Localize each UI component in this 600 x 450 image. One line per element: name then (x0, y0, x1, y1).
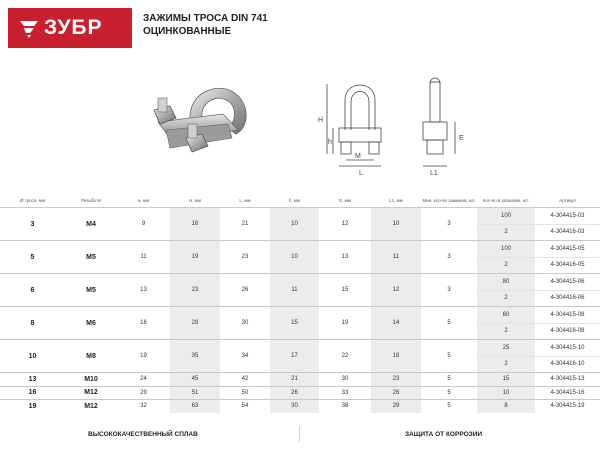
cell-H: 23 (170, 274, 220, 307)
spec-table (0, 194, 600, 413)
cell-pack-qty: 25 (477, 340, 535, 357)
cell-min-clamps: 5 (447, 403, 451, 410)
cell-H: 28 (170, 307, 220, 340)
product-title-line2: ОЦИНКОВАННЫЕ (143, 26, 232, 37)
table-row (0, 386, 600, 400)
col-header: Резьба М (81, 198, 101, 203)
dim-label-E: E (459, 135, 464, 142)
cell-diameter: 19 (28, 402, 37, 410)
cell-a: 9 (141, 221, 146, 227)
cell-diameter: 8 (30, 319, 35, 327)
cell-L: 21 (241, 221, 249, 227)
cell-L1: 10 (371, 208, 421, 241)
cell-pack-qty: 100 (477, 241, 535, 258)
cell-pack-qty: 80 (477, 274, 535, 291)
table-row (0, 241, 600, 258)
cell-h: 30 (270, 400, 319, 413)
cell-L1: 14 (371, 307, 421, 340)
cell-article: 4-304416-10 (550, 361, 585, 368)
cell-thread: M8 (86, 352, 96, 360)
cell-thread: M6 (86, 319, 96, 327)
cell-h: 17 (270, 340, 319, 373)
cell-H: 63 (170, 400, 220, 413)
col-header: a, мм (137, 198, 150, 203)
dim-label-H: H (318, 117, 324, 124)
footer-feature-corrosion: ЗАЩИТА ОТ КОРРОЗИИ (405, 431, 483, 438)
cell-h: 21 (270, 373, 319, 387)
cell-L1: 18 (371, 340, 421, 373)
col-header: L1, мм (389, 198, 403, 203)
cell-pack-qty: 2 (477, 323, 535, 340)
col-header: Артикул (559, 198, 576, 203)
cell-pack-qty: 15 (477, 373, 535, 387)
cell-a: 19 (140, 353, 147, 359)
cell-pack-qty: 2 (477, 257, 535, 274)
brand-name: ЗУБР (44, 16, 103, 39)
cell-pack-qty: 100 (477, 208, 535, 225)
table-row (0, 274, 600, 291)
cell-L1: 12 (371, 274, 421, 307)
cell-pack-qty: 2 (477, 290, 535, 307)
cell-h: 15 (270, 307, 319, 340)
cell-thread: M5 (86, 253, 96, 261)
cell-min-clamps: 5 (447, 376, 451, 383)
cell-L: 42 (241, 376, 249, 383)
col-header: L, мм (239, 198, 251, 203)
table-row (0, 340, 600, 357)
cell-L1: 29 (371, 400, 421, 413)
cell-diameter: 5 (30, 253, 35, 261)
cell-E: 22 (341, 353, 349, 359)
dim-label-L1: L1 (430, 170, 438, 177)
cell-article: 4-304415-16 (550, 389, 585, 396)
cell-pack-qty: 2 (477, 356, 535, 373)
cell-a: 29 (140, 389, 147, 396)
cell-a: 13 (140, 287, 147, 293)
cell-pack-qty: 8 (477, 400, 535, 413)
brand-mark-icon (18, 17, 40, 39)
cell-article: 4-304415-10 (550, 344, 585, 351)
cell-diameter: 16 (28, 389, 37, 397)
cell-pack-qty: 2 (477, 224, 535, 241)
dim-label-L: L (359, 170, 363, 177)
cell-L: 50 (241, 389, 249, 396)
table-row (0, 307, 600, 324)
cell-thread: M12 (84, 389, 98, 397)
cell-min-clamps: 5 (447, 320, 451, 326)
cell-min-clamps: 3 (447, 287, 451, 293)
cell-L1: 23 (371, 373, 421, 387)
col-header: h, мм (288, 198, 301, 203)
cell-h: 26 (270, 386, 319, 400)
cell-pack-qty: 10 (477, 386, 535, 400)
cell-article: 4-304415-08 (550, 311, 585, 318)
product-title (143, 12, 268, 38)
product-title-line1: ЗАЖИМЫ ТРОСА DIN 741 (143, 13, 268, 24)
cell-thread: M5 (86, 286, 96, 294)
footer-divider (299, 426, 300, 442)
col-header: E, мм (339, 198, 351, 203)
col-header: Мин. кол-во зажимов, шт. (422, 198, 476, 203)
cell-a: 24 (140, 376, 147, 383)
cell-min-clamps: 5 (447, 389, 451, 396)
cell-article: 4-304416-03 (550, 229, 585, 236)
table-header-row (0, 194, 600, 208)
product-photo (128, 72, 278, 172)
cell-thread: M12 (84, 402, 98, 410)
cell-thread: M10 (84, 375, 98, 383)
cell-L: 26 (241, 287, 249, 293)
cell-diameter: 3 (30, 220, 35, 228)
cell-E: 33 (341, 389, 349, 396)
cell-H: 45 (170, 373, 220, 387)
cell-article: 4-304415-03 (550, 212, 585, 219)
cell-thread: M4 (86, 220, 96, 228)
cell-E: 30 (341, 376, 349, 383)
cell-L1: 11 (371, 241, 421, 274)
table-row (0, 373, 600, 387)
cell-article: 4-304415-13 (550, 376, 585, 383)
cell-E: 13 (341, 254, 349, 260)
cell-h: 11 (270, 274, 319, 307)
cell-diameter: 6 (30, 286, 35, 294)
cell-E: 15 (341, 287, 349, 293)
cell-H: 51 (170, 386, 220, 400)
cell-L1: 26 (371, 386, 421, 400)
table-row (0, 208, 600, 225)
cell-h: 10 (270, 208, 319, 241)
cell-article: 4-304416-06 (550, 295, 585, 302)
cell-a: 11 (140, 254, 147, 260)
col-header: Ø троса, мм (19, 198, 46, 203)
dim-label-h: h (328, 139, 332, 146)
cell-L: 23 (241, 254, 249, 260)
technical-drawing (315, 70, 475, 180)
cell-article: 4-304415-05 (550, 245, 585, 252)
col-header: Кол-во в упаковке, шт. (482, 198, 530, 203)
cell-pack-qty: 60 (477, 307, 535, 324)
cell-min-clamps: 5 (447, 353, 451, 359)
dim-label-M: M (355, 153, 361, 160)
cell-L: 30 (241, 320, 249, 326)
footer-feature-alloy: ВЫСОКОКАЧЕСТВЕННЫЙ СПЛАВ (88, 431, 198, 438)
cell-L: 54 (241, 403, 249, 410)
cell-min-clamps: 3 (447, 254, 451, 260)
cell-E: 38 (341, 403, 349, 410)
cell-H: 16 (170, 208, 220, 241)
cell-article: 4-304415-19 (550, 403, 585, 410)
cell-min-clamps: 3 (447, 221, 451, 227)
cell-article: 4-304416-08 (550, 328, 585, 335)
col-header: H, мм (189, 198, 201, 203)
cell-H: 19 (170, 241, 220, 274)
table-row (0, 400, 600, 413)
brand-logo (8, 8, 132, 48)
cell-a: 16 (140, 320, 147, 326)
cell-diameter: 10 (28, 352, 37, 360)
cell-L: 34 (241, 353, 249, 359)
cell-article: 4-304416-05 (550, 262, 585, 269)
cell-article: 4-304415-06 (550, 278, 585, 285)
cell-E: 19 (341, 320, 349, 326)
cell-h: 10 (270, 241, 319, 274)
cell-diameter: 13 (28, 375, 37, 383)
cell-a: 32 (140, 403, 147, 410)
cell-H: 35 (170, 340, 220, 373)
cell-E: 12 (341, 221, 349, 227)
